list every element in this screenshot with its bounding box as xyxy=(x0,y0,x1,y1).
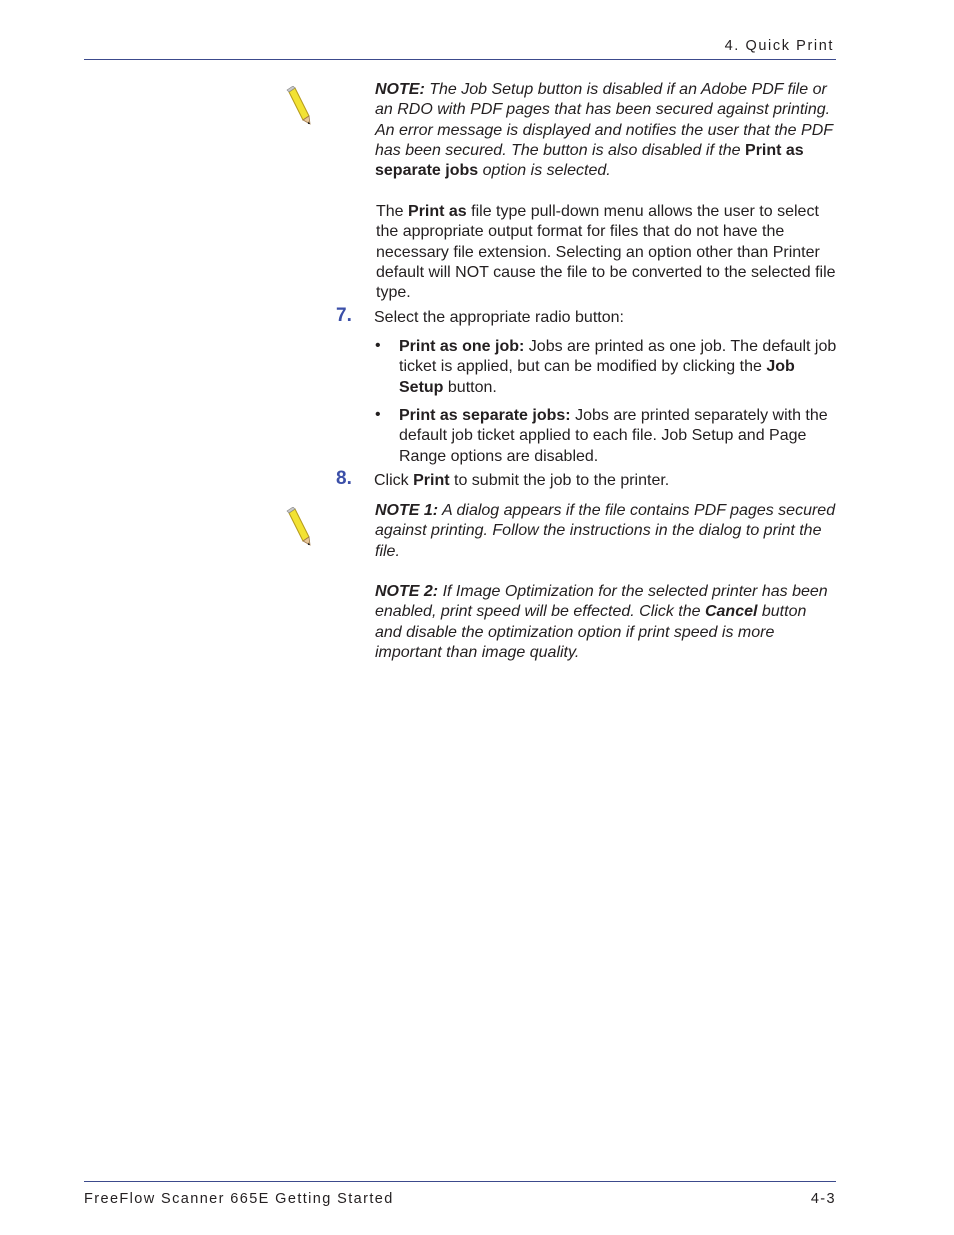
note-label: NOTE: xyxy=(375,81,425,98)
step-bold: Print xyxy=(413,472,450,489)
footer-page-number: 4-3 xyxy=(810,1191,836,1207)
footer-rule xyxy=(84,1181,836,1182)
note-1-pdf-dialog xyxy=(375,501,837,562)
note-text-end: option is selected. xyxy=(478,162,611,180)
pencil-note-icon xyxy=(283,507,313,549)
bullet-print-as-one-job xyxy=(399,337,839,398)
step-text: Click xyxy=(374,472,414,489)
note-label: NOTE 1: xyxy=(375,502,439,519)
para-bold: Print as xyxy=(408,203,467,220)
running-header: 4. Quick Print xyxy=(724,38,834,54)
note-text: The Job Setup button is disabled if an Adobe PDF file or an RDO with PDF pages that has been secured against printing. An error message is displayed and notifies the user that the PDF has been secured. The button is also disabled if the xyxy=(375,81,833,159)
bullet-text: Jobs are printed as one job. The default job ticket is applied, but can be modified by clicking the xyxy=(399,338,837,376)
step-8-text xyxy=(374,471,844,491)
header-rule xyxy=(84,59,836,60)
step-number-7: 7. xyxy=(336,305,352,326)
bullet-text: Jobs are printed separately with the default job ticket applied to each file. Job Setup and Page Range options are disabled. xyxy=(399,407,828,465)
print-as-paragraph xyxy=(376,202,838,303)
bullet-marker: • xyxy=(375,337,381,354)
note-job-setup-disabled xyxy=(375,80,837,181)
note-2-image-optimization xyxy=(375,582,837,663)
note-label: NOTE 2: xyxy=(375,583,439,600)
bullet-print-as-separate-jobs xyxy=(399,406,839,467)
note-text-end: button and disable the optimization option if print speed is more important than image quality. xyxy=(375,603,807,661)
step-number-8: 8. xyxy=(336,468,352,489)
note-text: A dialog appears if the file contains PDF pages secured against printing. Follow the instructions in the dialog to print the file. xyxy=(375,502,836,560)
bullet-label: Print as one job: xyxy=(399,338,525,355)
bullet-marker: • xyxy=(375,406,381,423)
step-7-text: Select the appropriate radio button: xyxy=(374,309,624,326)
para-text: The xyxy=(376,203,409,220)
pencil-note-icon xyxy=(283,86,313,128)
note-text: If Image Optimization for the selected printer has been enabled, print speed will be effected. Click the xyxy=(375,583,828,621)
note-bold: Cancel xyxy=(704,603,758,621)
note-bold: Print as separate jobs xyxy=(375,141,804,180)
footer-book-title: FreeFlow Scanner 665E Getting Started xyxy=(84,1191,394,1207)
bullet-bold: Job Setup xyxy=(399,358,795,396)
bullet-label: Print as separate jobs: xyxy=(399,407,571,424)
para-text-end: file type pull-down menu allows the user to select the appropriate output format for files that do not have the necessary file extension. Selecting an option other than Printer default will NOT cause the file to be converted to the selected file type. xyxy=(376,203,836,302)
step-text-end: to submit the job to the printer. xyxy=(449,472,670,489)
bullet-text-end: button. xyxy=(443,378,497,396)
